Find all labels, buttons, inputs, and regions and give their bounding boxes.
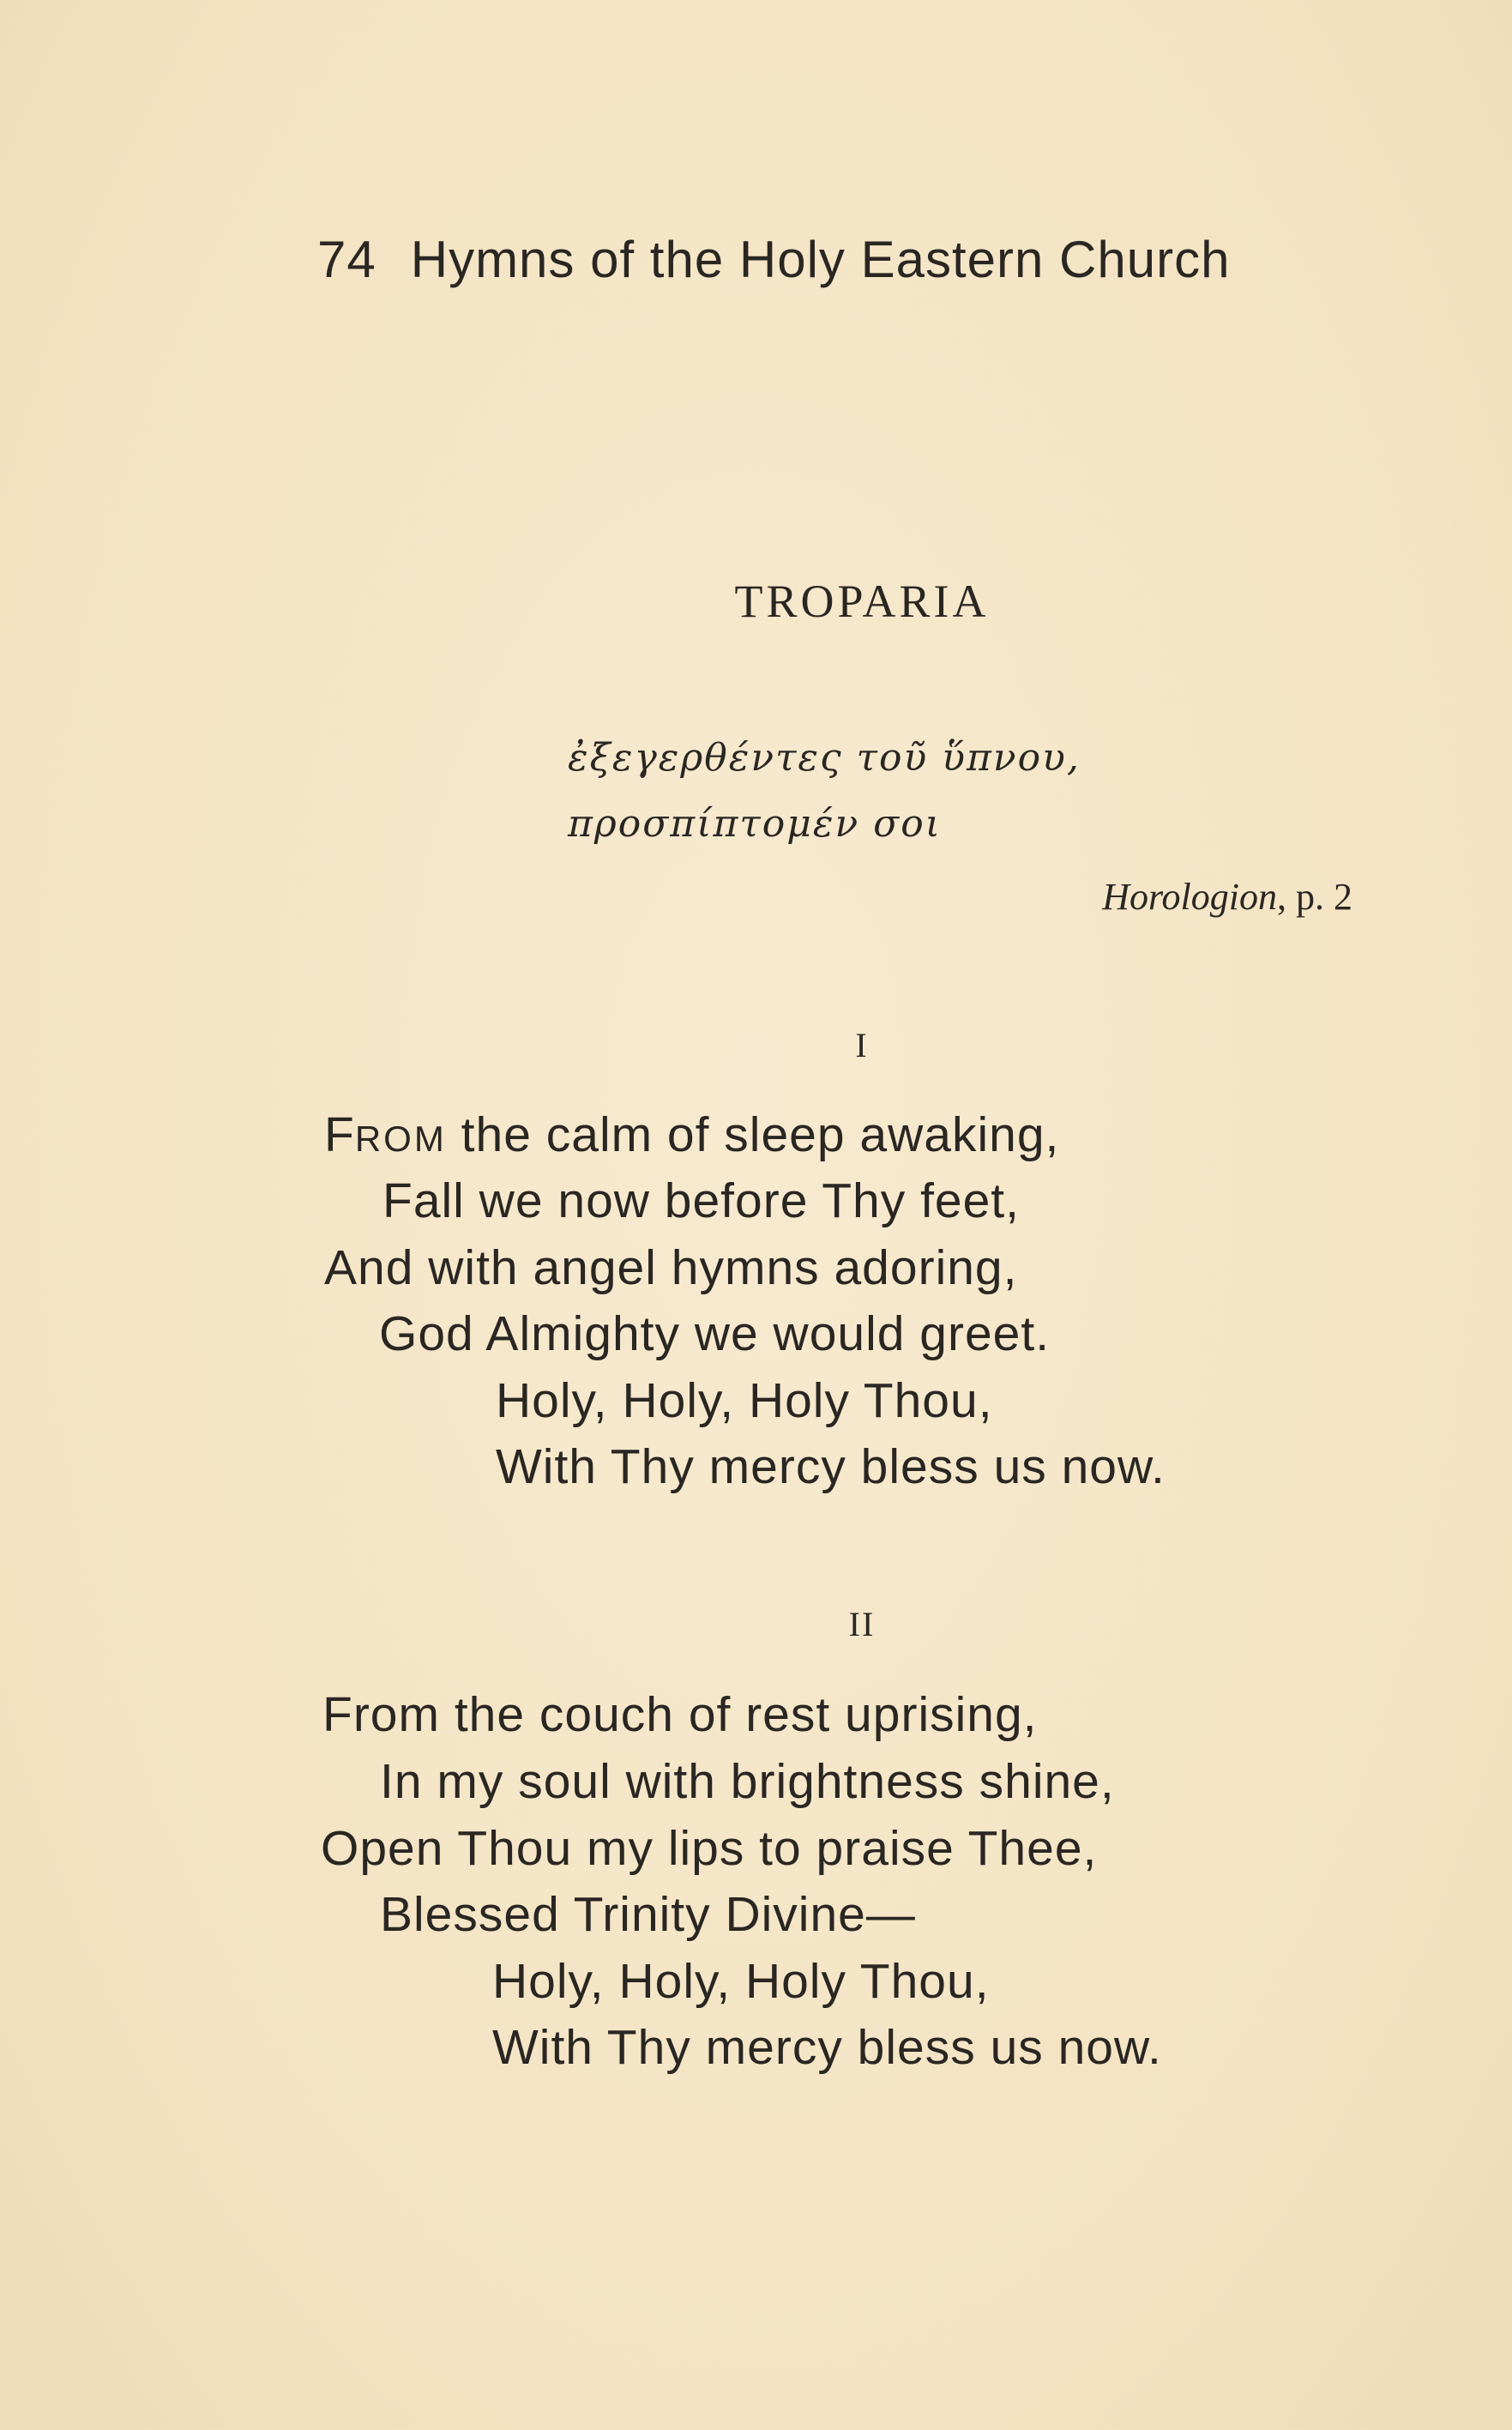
- stanza-numeral: I: [855, 1026, 869, 1064]
- running-head: [317, 230, 1230, 289]
- running-title: Hymns of the Holy Eastern Church: [410, 231, 1231, 288]
- drop-letter: F: [324, 1107, 355, 1162]
- verse-line: Holy, Holy, Holy Thou,: [492, 1954, 990, 2009]
- verse-line: With Thy mercy bless us now.: [492, 2020, 1162, 2075]
- verse-line: Fall we now before Thy feet,: [383, 1173, 1020, 1228]
- greek-epigraph-line-1: ἐξεγερθέντες τοῦ ὕπνου,: [568, 736, 1081, 780]
- greek-epigraph-line-2: προσπίπτομέν σοι: [568, 802, 942, 846]
- page-number: 74: [317, 231, 376, 288]
- source-title: Horologion: [1102, 876, 1277, 918]
- verse-line: [324, 1106, 1059, 1163]
- verse-line: With Thy mercy bless us now.: [496, 1439, 1166, 1494]
- verse-line-text: the calm of sleep awaking,: [446, 1107, 1060, 1162]
- verse-line: And with angel hymns adoring,: [324, 1240, 1018, 1295]
- epigraph-source: [1102, 875, 1352, 919]
- source-reference: , p. 2: [1277, 876, 1352, 918]
- verse-line: Holy, Holy, Holy Thou,: [496, 1373, 993, 1428]
- verse-line: Open Thou my lips to praise Thee,: [321, 1821, 1098, 1876]
- verse-line: Blessed Trinity Divine—: [380, 1887, 916, 1942]
- verse-line: In my soul with brightness shine,: [380, 1754, 1115, 1809]
- verse-line: God Almighty we would greet.: [379, 1306, 1051, 1361]
- verse-line: From the couch of rest uprising,: [322, 1687, 1038, 1742]
- stanza-numeral: II: [848, 1605, 876, 1643]
- small-caps-word: ROM: [354, 1119, 447, 1159]
- section-title: TROPARIA: [734, 576, 990, 627]
